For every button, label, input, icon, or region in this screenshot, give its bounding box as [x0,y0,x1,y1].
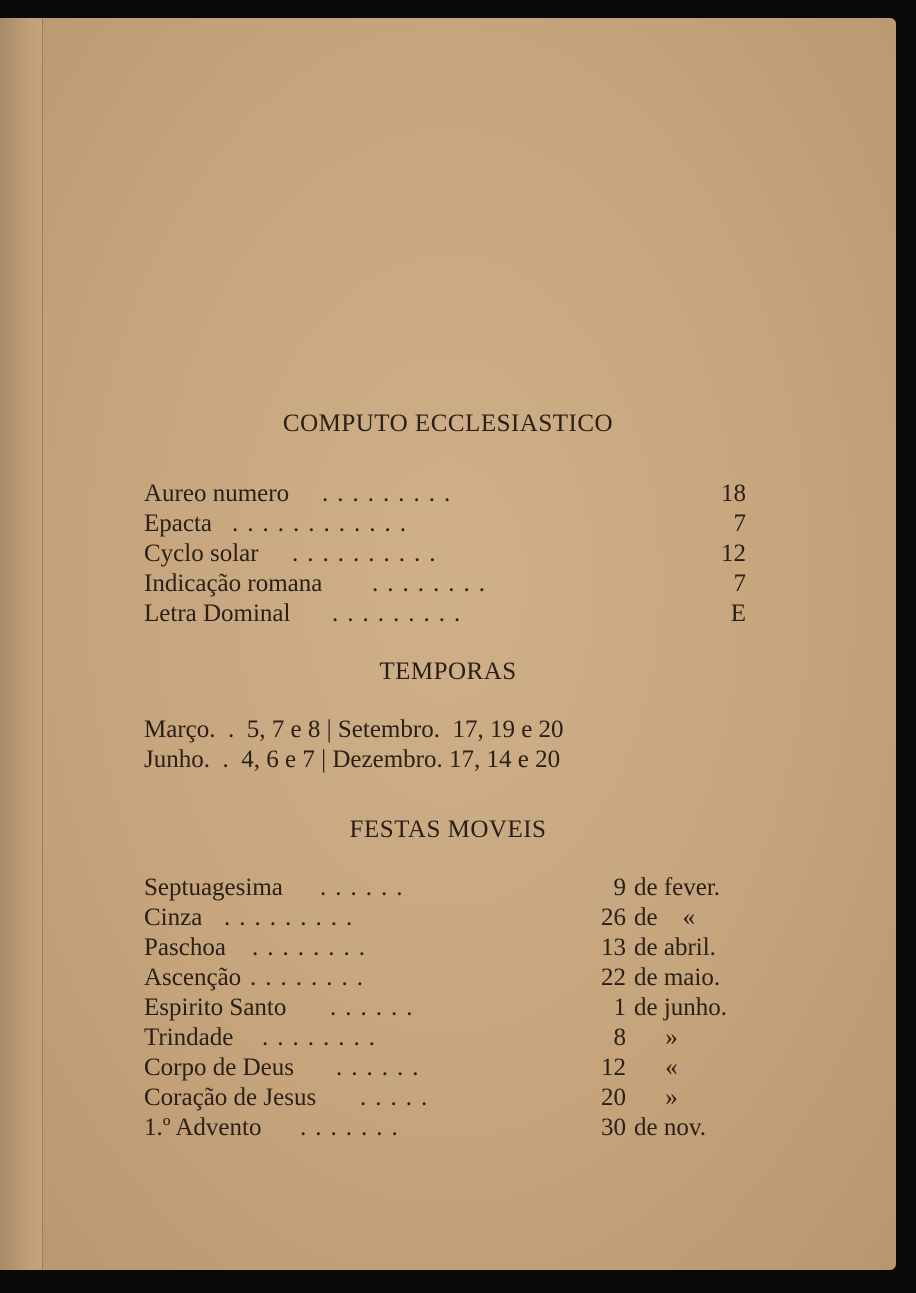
leader-dots: ........ [372,570,494,597]
book-page [0,18,896,1270]
temporas-days: 17, 14 e 20 [448,746,561,773]
festa-label: Coração de Jesus [144,1084,317,1111]
festa-month: » [634,1024,678,1051]
festa-month: de junho. [634,994,728,1021]
temporas-days: 17, 19 e 20 [452,716,564,743]
festa-day: 8 [613,1024,626,1051]
leader-dots: ....... [300,1114,407,1141]
temporas-month: Setembro. [337,716,440,743]
leader-dots: ...... [330,994,422,1021]
temporas-title: TEMPORAS [379,658,517,685]
festa-day: 1 [613,994,626,1021]
leader-dots: ......... [322,480,460,507]
temporas-days: 4, 6 e 7 [241,746,315,773]
temporas-month: Março [144,716,210,743]
leader-dots: ......... [224,904,362,931]
computo-label: Indicação romana [144,570,323,597]
computo-value: E [730,600,746,627]
festa-month: « [634,1054,678,1081]
festa-day: 22 [601,964,626,991]
festas-title: FESTAS MOVEIS [349,816,547,843]
leader-dots: ...... [320,874,412,901]
festa-label: Paschoa [144,934,226,961]
computo-value: 7 [733,570,746,597]
festa-day: 13 [601,934,626,961]
leader-dots: ........ [252,934,374,961]
leader-dots: ........ [262,1024,384,1051]
temporas-month: Dezembro. [332,746,443,773]
festa-month: de abril. [634,934,716,961]
computo-label: Epacta [144,510,213,537]
computo-label: Cyclo solar [144,540,259,567]
festa-month: de « [634,904,696,931]
festa-label: Cinza [144,904,203,931]
festa-month: de nov. [634,1114,706,1141]
computo-label: Aureo numero [144,480,290,507]
leader-dots: ...... [336,1054,428,1081]
festa-month: de maio. [634,964,721,991]
festa-label: Corpo de Deus [144,1054,294,1081]
festa-month: » [634,1084,678,1111]
festa-day: 20 [601,1084,626,1111]
leader-dots: ......... [332,600,470,627]
leader-dots: .......... [292,540,445,567]
leader-dots: ........ [250,964,372,991]
computo-value: 7 [733,510,746,537]
festa-day: 30 [601,1114,626,1141]
festa-label: Espirito Santo [144,994,287,1021]
temporas-month: Junho [144,746,204,773]
festa-day: 9 [613,874,626,901]
leader-dots: ............ [232,510,415,537]
temporas-row: Março. . 5, 7 e 8 | Setembro. 17, 19 e 20 [144,716,564,743]
temporas-days: 5, 7 e 8 [246,716,321,743]
leader-dots: ..... [360,1084,437,1111]
computo-value: 12 [721,540,746,567]
computo-label: Letra Dominal [144,600,291,627]
festa-label: Septuagesima [144,874,283,901]
page-gutter [0,18,43,1270]
temporas-row: Junho. . 4, 6 e 7 | Dezembro. 17, 14 e 20 [144,746,561,773]
festa-label: 1.º Advento [144,1114,262,1141]
computo-value: 18 [721,480,746,507]
festa-month: de fever. [634,874,721,901]
festa-label: Ascenção [144,964,242,991]
computo-title: COMPUTO ECCLESIASTICO [282,410,614,437]
festa-day: 12 [601,1054,626,1081]
festa-label: Trindade [144,1024,234,1051]
festa-day: 26 [601,904,626,931]
